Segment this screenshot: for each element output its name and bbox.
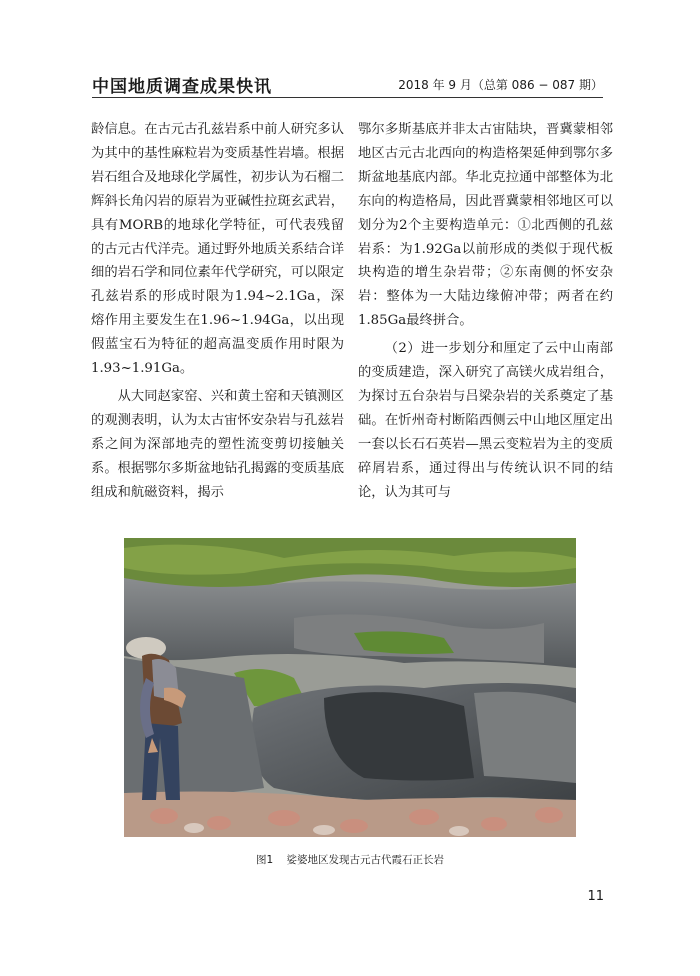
- right-column: [358, 118, 613, 505]
- issue-info: 2018 年 9 月（总第 086 − 087 期）: [398, 78, 603, 92]
- right-paragraph-2: （2）进一步划分和厘定了云中山南部的变质建造，深入研究了高镁火成岩组合，为探讨五台杂岩与吕梁杂岩的关系奠定了基础。在忻州奇村断陷西侧云中山地区厘定出一套以长石石英岩—黑云变粒岩为主的变质碎屑岩系，通过得出与传统认识不同的结论，认为其可与: [358, 341, 613, 500]
- figure-caption: [0, 852, 700, 867]
- figure-caption-text: 娑婆地区发现古元古代霞石正长岩: [286, 854, 445, 866]
- left-paragraph-2: 从大同赵家窑、兴和黄土窑和天镇测区的观测表明，认为太古宙怀安杂岩与孔兹岩系之间为深部地壳的塑性流变剪切接触关系。根据鄂尔多斯盆地钻孔揭露的变质基底组成和航磁资料，揭示: [91, 388, 344, 500]
- header-divider: [92, 97, 603, 98]
- left-column: [91, 118, 344, 505]
- page-number: 11: [587, 889, 604, 904]
- left-paragraph-1: 龄信息。在古元古孔兹岩系中前人研究多认为其中的基性麻粒岩为变质基性岩墙。根据岩石组合及地球化学属性，初步认为石榴二辉斜长角闪岩的原岩为亚碱性拉斑玄武岩，具有MORB的地球化学特征，可代表残留的古元古代洋壳。通过野外地质关系结合详细的岩石学和同位素年代学研究，可以限定孔兹岩系的形成时限为1.94~2.1Ga，深熔作用主要发生在1.96~1.94Ga，以出现假蓝宝石为特征的超高温变质作用时限为1.93~1.91Ga。: [91, 122, 344, 377]
- journal-title: 中国地质调查成果快讯: [92, 77, 272, 97]
- right-paragraph-1: 鄂尔多斯基底并非太古宙陆块，晋冀蒙相邻地区古元古北西向的构造格架延伸到鄂尔多斯盆地基底内部。华北克拉通中部整体为北东向的构造格局，因此晋冀蒙相邻地区可以划分为2个主要构造单元：①北西侧的孔兹岩系：为1.92Ga以前形成的类似于现代板块构造的增生杂岩带；②东南侧的怀安杂岩：整体为一大陆边缘俯冲带；两者在约1.85Ga最终拼合。: [358, 122, 613, 329]
- outcrop-photo: [124, 538, 576, 837]
- figure-label: 图1: [255, 854, 274, 866]
